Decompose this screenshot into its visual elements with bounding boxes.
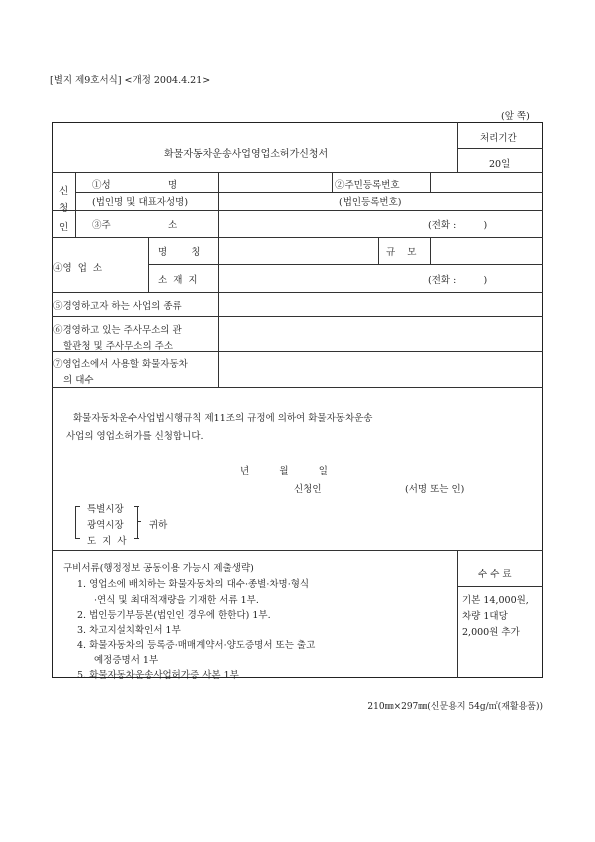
office-location-label: 소 재 지	[158, 275, 198, 286]
name-label: ①성 명	[92, 180, 178, 191]
page-side-label: (앞 쪽)	[501, 111, 530, 122]
form-title: 화물자동차운송사업영업소허가신청서	[164, 149, 329, 160]
date-line: 년 월 일	[240, 466, 328, 477]
statement-line-2: 사업의 영업소허가를 신청합니다.	[66, 431, 204, 442]
vehicle-count-label-1: ⑦영업소에서 사용할 화물자동차	[53, 359, 188, 370]
recipient-metro-city: 광역시장	[87, 520, 124, 531]
office-scale-label: 규 모	[386, 247, 417, 258]
applicant-label-1: 신	[59, 186, 69, 197]
form-number: [별지 제9호서식] <개정 2004.4.21>	[50, 75, 211, 86]
applicant-label-2: 청	[59, 203, 69, 214]
main-office-label-1: ⑥경영하고 있는 주사무소의 관	[53, 325, 182, 336]
doc-item-4: 4. 화물자동차의 등록증·매매계약서·양도증명서 또는 출고	[77, 640, 316, 651]
office-name-input[interactable]	[219, 238, 377, 263]
fee-line-2: 차량 1대당	[462, 611, 508, 622]
business-type-label: ⑤경영하고자 하는 사업의 종류	[53, 301, 182, 312]
doc-item-4-cont: 예정증명서 1부	[94, 655, 159, 666]
vehicle-count-label-2: 의 대수	[63, 375, 94, 386]
resident-number-label: ②주민등록번호	[335, 180, 400, 191]
main-office-label-2: 할관청 및 주사무소의 주소	[63, 341, 174, 352]
business-type-input[interactable]	[219, 293, 542, 315]
doc-item-1: 1. 영업소에 배치하는 화물자동차의 대수·종별·차명·형식	[77, 579, 310, 590]
doc-item-3: 3. 차고지설치확인서 1부	[77, 625, 181, 636]
address-input[interactable]	[219, 211, 542, 236]
statement-line-1: 화물자동차운수사업법시행규칙 제11조의 규정에 의하여 화물자동차운송	[73, 413, 373, 424]
address-phone-label: (전화 : )	[428, 220, 488, 231]
applicant-label-3: 인	[59, 222, 69, 233]
office-location-input[interactable]	[219, 265, 542, 291]
processing-period-label: 처리기간	[480, 133, 517, 144]
signature-label: (서명 또는 인)	[405, 484, 465, 495]
resident-number-input[interactable]	[431, 173, 542, 209]
doc-item-2: 2. 법인등기부등본(법인인 경우에 한한다) 1부.	[77, 610, 271, 621]
office-name-label: 명 칭	[158, 247, 201, 258]
fee-line-3: 2,000원 추가	[462, 627, 520, 638]
recipient-governor: 도 지 사	[87, 536, 127, 547]
paper-spec: 210㎜×297㎜(신문용지 54g/㎡(재활용품))	[367, 702, 543, 712]
name-sub-label: (법인명 및 대표자성명)	[92, 197, 189, 208]
corporate-number-label: (법인등록번호)	[339, 197, 402, 208]
office-phone-label: (전화 : )	[428, 275, 488, 286]
address-label: ③주 소	[92, 220, 178, 231]
name-input[interactable]	[219, 173, 331, 209]
office-label: ④영 업 소	[53, 263, 103, 274]
documents-title: 구비서류(행정정보 공동이용 가능시 제출생략)	[63, 563, 254, 574]
fee-label: 수 수 료	[478, 569, 512, 580]
doc-item-5: 5. 화물자동차운송사업허가증 사본 1부	[77, 670, 239, 681]
office-scale-input[interactable]	[431, 238, 542, 263]
fee-line-1: 기본 14,000원,	[462, 595, 529, 606]
vehicle-count-input[interactable]	[219, 352, 542, 386]
processing-period-value: 20일	[489, 159, 511, 170]
doc-item-1-cont: ·연식 및 최대적재량을 기재한 서류 1부.	[94, 595, 259, 606]
main-office-input[interactable]	[219, 317, 542, 350]
applicant-sign-label: 신청인	[294, 484, 322, 495]
recipient-special-city: 특별시장	[87, 504, 124, 515]
recipient-suffix: 귀하	[149, 520, 168, 531]
